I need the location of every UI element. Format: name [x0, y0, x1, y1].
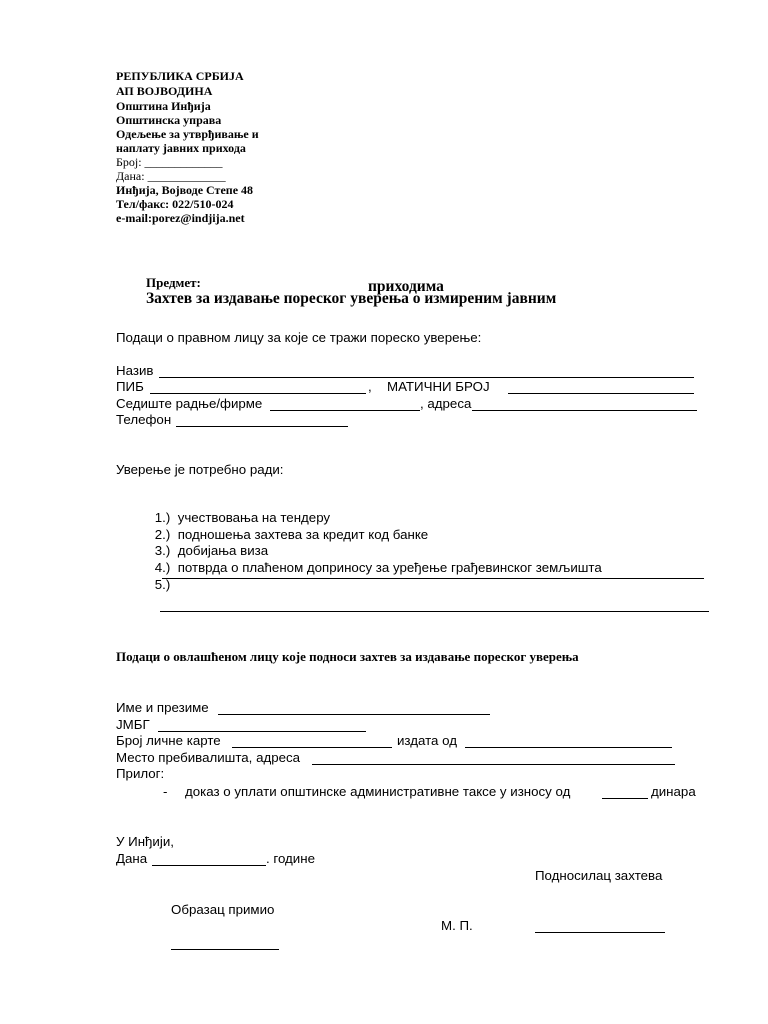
- header-country: РЕПУБЛИКА СРБИЈА: [116, 69, 244, 83]
- receiver-signature-field[interactable]: [171, 949, 279, 950]
- id-card-field[interactable]: [232, 747, 392, 748]
- header-administration: Општинска управа: [116, 113, 222, 127]
- person-name-label: Име и презиме: [116, 700, 209, 715]
- attachment-text: доказ о уплати општинске административне таксе у износу од: [185, 784, 571, 799]
- address-label: , адреса: [420, 396, 472, 411]
- year-label: . године: [266, 851, 315, 866]
- name-label: Назив: [116, 363, 154, 378]
- purpose-item-text: учествовања на тендеру: [177, 510, 331, 526]
- reg-number-field[interactable]: [508, 393, 694, 394]
- jmbg-field[interactable]: [158, 731, 366, 732]
- attachment-currency: динара: [651, 784, 696, 799]
- pib-comma: ,: [368, 379, 372, 394]
- name-field[interactable]: [159, 377, 694, 378]
- date-label: Дана: [116, 851, 148, 866]
- header-email: e-mail:porez@indjija.net: [116, 211, 245, 225]
- attachment-label: Прилог:: [116, 766, 165, 781]
- subject-label: Предмет:: [146, 275, 201, 290]
- applicant-signature-field[interactable]: [535, 932, 665, 933]
- header-municipality: Општина Инђија: [116, 99, 211, 113]
- id-card-label: Број личне карте: [116, 733, 221, 748]
- header-province: АП ВОЈВОДИНА: [116, 84, 213, 98]
- header-department-2: наплату јавних прихода: [116, 141, 246, 155]
- purpose-item-number: 1.): [154, 510, 171, 526]
- phone-field[interactable]: [176, 426, 348, 427]
- jmbg-label: ЈМБГ: [116, 717, 150, 732]
- applicant-label: Подносилац захтева: [535, 868, 663, 883]
- purpose-intro: Уверење је потребно ради:: [116, 462, 284, 477]
- purpose-item-number: 3.): [154, 543, 171, 559]
- purpose-item-text: подношења захтева за кредит код банке: [177, 527, 429, 543]
- pib-label: ПИБ: [116, 379, 144, 394]
- header-phone: Тел/факс: 022/510-024: [116, 197, 234, 211]
- header-number: Број: _____________: [116, 155, 223, 169]
- subject-title-continued: приходима: [368, 278, 444, 295]
- purpose-item-number: 5.): [154, 577, 171, 593]
- purpose-other-field[interactable]: [162, 578, 704, 579]
- purpose-item-number: 4.): [154, 560, 171, 576]
- received-by-label: Образац примио: [171, 902, 275, 917]
- place-text: У Инђији,: [116, 834, 174, 849]
- fee-amount-field[interactable]: [602, 798, 648, 799]
- legal-entity-intro: Подаци о правном лицу за које се тражи пореско уверење:: [116, 330, 482, 345]
- date-field[interactable]: [152, 865, 266, 866]
- purpose-item-4[interactable]: [140, 548, 602, 588]
- issued-by-label: издата од: [397, 733, 457, 748]
- subject-line-1: [138, 259, 556, 307]
- purpose-item-text: потврда о плаћеном доприносу за уређење грађевинског земљишта: [177, 560, 602, 576]
- pib-field[interactable]: [150, 393, 366, 394]
- issued-by-field[interactable]: [465, 747, 672, 748]
- purpose-item-text: добијања виза: [177, 543, 269, 559]
- stamp-label: М. П.: [441, 918, 473, 933]
- phone-label: Телефон: [116, 412, 172, 427]
- seat-label: Седиште радње/фирме: [116, 396, 263, 411]
- purpose-other-field-continued[interactable]: [160, 611, 709, 612]
- purpose-item-number: 2.): [154, 527, 171, 543]
- subject-title: Захтев за издавање пореског уверења о измиреним јавним: [146, 290, 557, 307]
- seat-field[interactable]: [270, 410, 420, 411]
- address-field[interactable]: [472, 410, 697, 411]
- header-address: Инђија, Војводе Степе 48: [116, 183, 254, 197]
- residence-label: Место пребивалишта, адреса: [116, 750, 301, 765]
- header-date: Дана: _____________: [116, 169, 226, 183]
- reg-number-label: МАТИЧНИ БРОЈ: [387, 379, 490, 394]
- purpose-item-5[interactable]: [140, 565, 170, 605]
- person-name-field[interactable]: [218, 714, 490, 715]
- header-department-1: Одељење за утврђивање и: [116, 127, 259, 141]
- residence-field[interactable]: [312, 764, 675, 765]
- attachment-dash: -: [163, 784, 168, 799]
- authorized-person-heading: Подаци о овлашћеном лицу које подноси захтев за издавање пореског уверења: [116, 649, 579, 664]
